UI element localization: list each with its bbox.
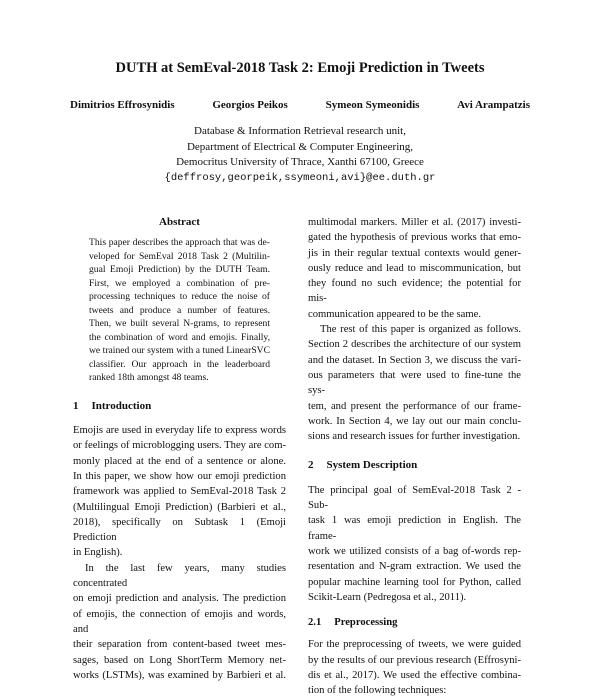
abstract-line: gual Emoji Prediction) by the DUTH Team.	[89, 264, 270, 276]
text-line: tem, and present the performance of our frame-	[308, 400, 521, 412]
author-name: Georgios Peikos	[212, 99, 288, 111]
text-line: multimodal markers. Miller et al. (2017) investi-	[308, 217, 521, 228]
text-line: ous parameters that were used to fine-tune the sys-	[308, 369, 521, 397]
text-line: popular machine learning tool for Python, called	[308, 576, 521, 588]
text-line: monly placed at the end of a sentence or alone.	[73, 455, 286, 467]
text-line: by the results of our previous research (Effrosyni-	[308, 654, 521, 666]
abstract-heading: Abstract	[159, 216, 200, 228]
paper-title: DUTH at SemEval-2018 Task 2: Emoji Prediction in Tweets	[115, 60, 485, 76]
affiliation-line: Database & Information Retrieval research unit,	[194, 125, 406, 137]
author-name: Symeon Symeonidis	[325, 99, 420, 111]
abstract-line: First, we employed a combination of pre-	[89, 277, 270, 289]
text-line: of emojis, the connection of emojis and words, and	[73, 608, 286, 635]
right-column	[308, 215, 521, 699]
system-paragraph	[308, 483, 521, 605]
text-line: their separation from content-based tweet mes-	[73, 639, 286, 651]
text-line: The rest of this paper is organized as follows.	[320, 324, 521, 336]
text-line: In the last few years, many studies concentrated	[73, 562, 286, 590]
text-line: The principal goal of SemEval-2018 Task 2 - Sub-	[308, 484, 521, 512]
text-line: communication appeared to be the same.	[308, 308, 481, 320]
affiliation-line: Democritus University of Thrace, Xanthi 67100, Greece	[176, 156, 424, 168]
text-line: work we utilized consists of a bag of-words rep-	[308, 545, 521, 557]
section-number: 2	[308, 459, 314, 472]
text-line: sages, based on Long ShortTerm Memory net-	[73, 654, 286, 666]
abstract-line: the combination of word and emojis. Finally,	[89, 331, 270, 343]
text-line: resentation and N-gram extraction. We used the	[308, 561, 521, 573]
text-line: in English).	[73, 547, 123, 559]
intro-paragraph-1	[73, 423, 286, 561]
text-line: In this paper, we show how our emoji prediction	[73, 470, 286, 482]
text-line: ously reduce and lead to miscommunication, but	[308, 262, 521, 274]
text-line: 2018), specifically on Subtask 1 (Emoji Prediction	[73, 516, 286, 544]
intro-continued-paragraph	[308, 215, 521, 322]
text-line: Emojis are used in everyday life to express words	[73, 425, 286, 437]
section-heading-introduction	[73, 399, 286, 414]
abstract-line: ranked 18th amongst 48 teams.	[89, 372, 209, 384]
text-line: Scikit-Learn (Pedregosa et al., 2011).	[308, 591, 467, 603]
organization-paragraph	[308, 322, 521, 444]
abstract-line: we trained our system with a tuned LinearSVC	[89, 345, 270, 357]
author-name: Avi Arampatzis	[457, 99, 530, 111]
abstract-line: classifier. Our approach in the leaderboard	[89, 358, 270, 370]
subsection-heading-preprocessing	[308, 615, 521, 630]
text-line: framework was applied to SemEval-2018 Task 2	[73, 486, 286, 498]
section-title: System Description	[326, 459, 418, 472]
author-list	[70, 99, 530, 111]
text-line: For the preprocessing of tweets, we were guided	[308, 639, 521, 651]
text-line: they found no such evidence; the potential for mis-	[308, 278, 521, 305]
text-line: (Multilingual Emoji Prediction) (Barbieri et al.,	[73, 501, 286, 513]
text-line: task 1 was emoji prediction in English. The frame-	[308, 515, 521, 542]
left-column	[73, 215, 286, 683]
subsection-number: 2.1	[308, 617, 322, 629]
subsection-title: Preprocessing	[334, 617, 398, 629]
text-line: or feelings of microblogging users. They are com-	[73, 440, 286, 452]
text-line: jis in their regular textual contexts would gener-	[308, 247, 521, 259]
text-line: works (LSTMs), was examined by Barbieri et al.	[73, 669, 286, 681]
abstract-line: tweets and produce a number of features.	[89, 304, 270, 316]
abstract-line: This paper describes the approach that was de-	[89, 237, 270, 249]
author-emails: {deffrosy,georpeik,ssymeoni,avi}@ee.duth.gr	[164, 171, 436, 184]
text-line: tion of the following techniques:	[308, 685, 447, 697]
section-number: 1	[73, 399, 79, 412]
text-line: sions and research issues for further investigation.	[308, 431, 521, 443]
abstract-body	[73, 236, 286, 385]
abstract-line: Then, we built several N-grams, to represent	[89, 318, 270, 330]
affiliation	[0, 124, 600, 186]
text-line: dis et al., 2017). We used the effective combina-	[308, 670, 521, 682]
affiliation-line: Department of Electrical & Computer Engineering,	[186, 140, 414, 153]
section-title: Introduction	[91, 399, 152, 412]
preprocessing-paragraph	[308, 637, 521, 698]
text-line: work. In Section 4, we lay out our main conclu-	[308, 415, 521, 427]
abstract-line: veloped for SemEval 2018 Task 2 (Multilin-	[89, 250, 270, 262]
abstract-line: processing techniques to reduce the noise of	[89, 291, 270, 303]
text-line: gated the hypothesis of previous works that emo-	[308, 232, 521, 244]
section-heading-system-description	[308, 458, 521, 473]
text-line: Section 2 describes the architecture of our system	[308, 339, 521, 351]
intro-paragraph-2	[73, 561, 286, 683]
text-line: on emoji prediction and analysis. The prediction	[73, 593, 286, 605]
text-line: and the dataset. In Section 3, we discuss the vari-	[308, 354, 521, 366]
author-name: Dimitrios Effrosynidis	[70, 99, 175, 111]
